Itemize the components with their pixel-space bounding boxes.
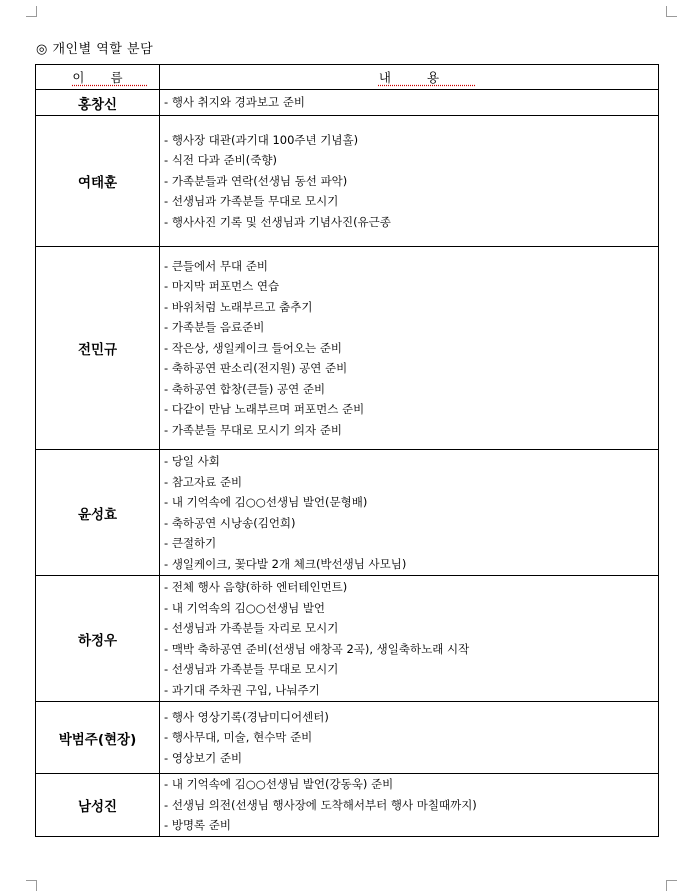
duty-list (164, 774, 658, 836)
person-name: 하정우 (77, 632, 118, 649)
person-name: 홍창신 (77, 96, 118, 113)
duty-list (164, 577, 658, 700)
table-row (36, 116, 659, 247)
duty-item: - 맥박 축하공연 준비(선생님 애창곡 2곡), 생일축하노래 시작 (164, 639, 658, 660)
duties-cell (160, 702, 659, 774)
duty-item: - 바위처럼 노래부르고 춤추기 (164, 297, 658, 318)
duty-item: - 축하공연 시낭송(김언희) (164, 513, 658, 534)
duty-item: - 행사사진 기록 및 선생님과 기념사진(유근종 (164, 212, 658, 233)
person-name-cell (36, 702, 160, 774)
duty-item: - 다같이 만남 노래부르며 퍼포먼스 준비 (164, 399, 658, 420)
duties-cell (160, 774, 659, 837)
duty-item: - 가족분들과 연락(선생님 동선 파악) (164, 171, 658, 192)
duty-item: - 행사 취지와 경과보고 준비 (164, 92, 658, 113)
duty-item: - 선생님과 가족분들 무대로 모시기 (164, 659, 658, 680)
header-content-cell (160, 65, 659, 90)
duty-item: - 축하공연 판소리(전지원) 공연 준비 (164, 358, 658, 379)
duty-item: - 선생님과 가족분들 무대로 모시기 (164, 191, 658, 212)
duty-list (164, 256, 658, 441)
duty-item: - 선생님 의전(선생님 행사장에 도착해서부터 행사 마칠때까지) (164, 795, 658, 816)
duty-item: - 영상보기 준비 (164, 748, 658, 769)
page-corner-mark-bottom-left (26, 880, 37, 891)
duties-cell (160, 90, 659, 116)
duty-item: - 내 기억속에 김○○선생님 발언(강동욱) 준비 (164, 774, 658, 795)
page-corner-mark-top-right (666, 6, 677, 17)
duty-item: - 당일 사회 (164, 451, 658, 472)
section-heading: ◎ 개인별 역할 분담 (36, 42, 154, 57)
duty-item: - 방명록 준비 (164, 815, 658, 836)
table-row (36, 247, 659, 450)
person-name: 박범주(현장) (58, 731, 137, 748)
duty-item: - 행사무대, 미술, 현수막 준비 (164, 727, 658, 748)
duty-list (164, 707, 658, 769)
person-name-cell (36, 450, 160, 576)
duty-item: - 큰절하기 (164, 533, 658, 554)
table-row (36, 576, 659, 702)
duty-item: - 가족분들 무대로 모시기 의자 준비 (164, 420, 658, 441)
person-name: 윤성효 (77, 506, 118, 523)
table-row (36, 450, 659, 576)
duty-item: - 과기대 주차권 구입, 나눠주기 (164, 680, 658, 701)
duties-cell (160, 576, 659, 702)
duty-list (164, 451, 658, 574)
role-table (35, 64, 659, 837)
header-content-label: 내용 (378, 70, 476, 85)
person-name-cell (36, 774, 160, 837)
duty-item: - 마지막 퍼포먼스 연습 (164, 276, 658, 297)
duties-cell (160, 247, 659, 450)
header-name-label: 이름 (72, 70, 149, 85)
person-name: 여태훈 (77, 175, 118, 191)
table-header-row (36, 65, 659, 90)
table-row (36, 774, 659, 837)
duty-list (164, 130, 658, 233)
table-body (36, 90, 659, 837)
duty-item: - 식전 다과 준비(죽향) (164, 150, 658, 171)
duty-item: - 행사장 대관(과기대 100주년 기념홀) (164, 130, 658, 151)
table-row (36, 702, 659, 774)
person-name-cell (36, 116, 160, 247)
header-name-cell (36, 65, 160, 90)
duty-item: - 행사 영상기록(경남미디어센터) (164, 707, 658, 728)
duties-cell (160, 116, 659, 247)
duty-list (164, 92, 658, 113)
person-name-cell (36, 576, 160, 702)
duty-item: - 축하공연 합창(큰들) 공연 준비 (164, 379, 658, 400)
person-name-cell (36, 247, 160, 450)
duty-item: - 큰들에서 무대 준비 (164, 256, 658, 277)
duty-item: - 참고자료 준비 (164, 472, 658, 493)
duty-item: - 작은상, 생일케이크 들어오는 준비 (164, 338, 658, 359)
duty-item: - 선생님과 가족분들 자리로 모시기 (164, 618, 658, 639)
duties-cell (160, 450, 659, 576)
duty-item: - 가족분들 음료준비 (164, 317, 658, 338)
page-corner-mark-bottom-right (666, 880, 677, 891)
page-corner-mark-top-left (26, 6, 37, 17)
person-name-cell (36, 90, 160, 116)
table-row (36, 90, 659, 116)
duty-item: - 내 기억속의 김○○선생님 발언 (164, 598, 658, 619)
duty-item: - 생일케이크, 꽃다발 2개 체크(박선생님 사모님) (164, 554, 658, 575)
duty-item: - 전체 행사 음향(하하 엔터테인먼트) (164, 577, 658, 598)
duty-item: - 내 기억속에 김○○선생님 발언(문형배) (164, 492, 658, 513)
person-name: 남성진 (77, 798, 118, 815)
person-name: 전민규 (77, 342, 118, 358)
